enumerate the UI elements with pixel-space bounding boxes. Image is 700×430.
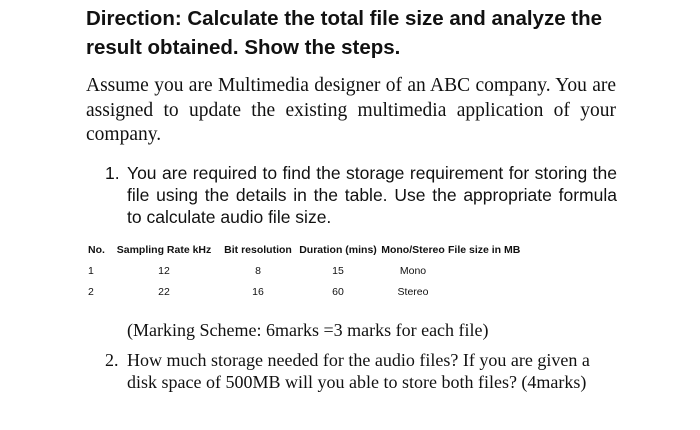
question-2 (105, 350, 595, 393)
direction-heading: Direction: Calculate the total file size and analyze the result obtained. Show the steps. (86, 7, 603, 59)
cell-bit-resolution: 16 (252, 286, 264, 298)
cell-sampling-rate: 22 (158, 286, 170, 298)
marking-scheme: (Marking Scheme: 6marks =3 marks for each file) (127, 320, 489, 340)
cell-duration: 60 (332, 286, 344, 298)
col-header-bit-resolution: Bit resolution (224, 244, 292, 256)
cell-file-size (448, 283, 538, 304)
cell-mono-stereo: Stereo (397, 286, 429, 298)
col-header-file-size: File size in MB (448, 244, 521, 256)
question-2-number: 2. (105, 350, 119, 370)
col-header-mono-stereo: Mono/Stereo (381, 244, 445, 256)
cell-mono-stereo: Mono (399, 265, 427, 277)
question-1-text: You are required to find the storage requirement for storing the file using the details in the table. Use the appropriate formula to calculate audio file size. (127, 163, 617, 227)
table-header-row (84, 244, 538, 262)
table-row (84, 262, 538, 283)
cell-no: 2 (88, 286, 94, 298)
table-row (84, 283, 538, 304)
audio-spec-table (84, 244, 538, 304)
question-1-number: 1. (105, 163, 120, 183)
col-header-no: No. (88, 244, 105, 256)
cell-duration: 15 (332, 265, 344, 277)
question-1 (105, 162, 617, 228)
col-header-duration: Duration (mins) (299, 244, 377, 256)
cell-sampling-rate: 12 (158, 265, 170, 277)
cell-file-size (448, 262, 538, 283)
question-2-text: How much storage needed for the audio files? If you are given a disk space of 500MB will you able to store both files? (4marks) (127, 350, 590, 392)
scenario-paragraph: Assume you are Multimedia designer of an ABC company. You are assigned to update the existing multimedia application of your company. (86, 75, 616, 145)
cell-no: 1 (88, 265, 94, 277)
cell-bit-resolution: 8 (255, 265, 261, 277)
col-header-sampling-rate: Sampling Rate kHz (116, 244, 212, 256)
